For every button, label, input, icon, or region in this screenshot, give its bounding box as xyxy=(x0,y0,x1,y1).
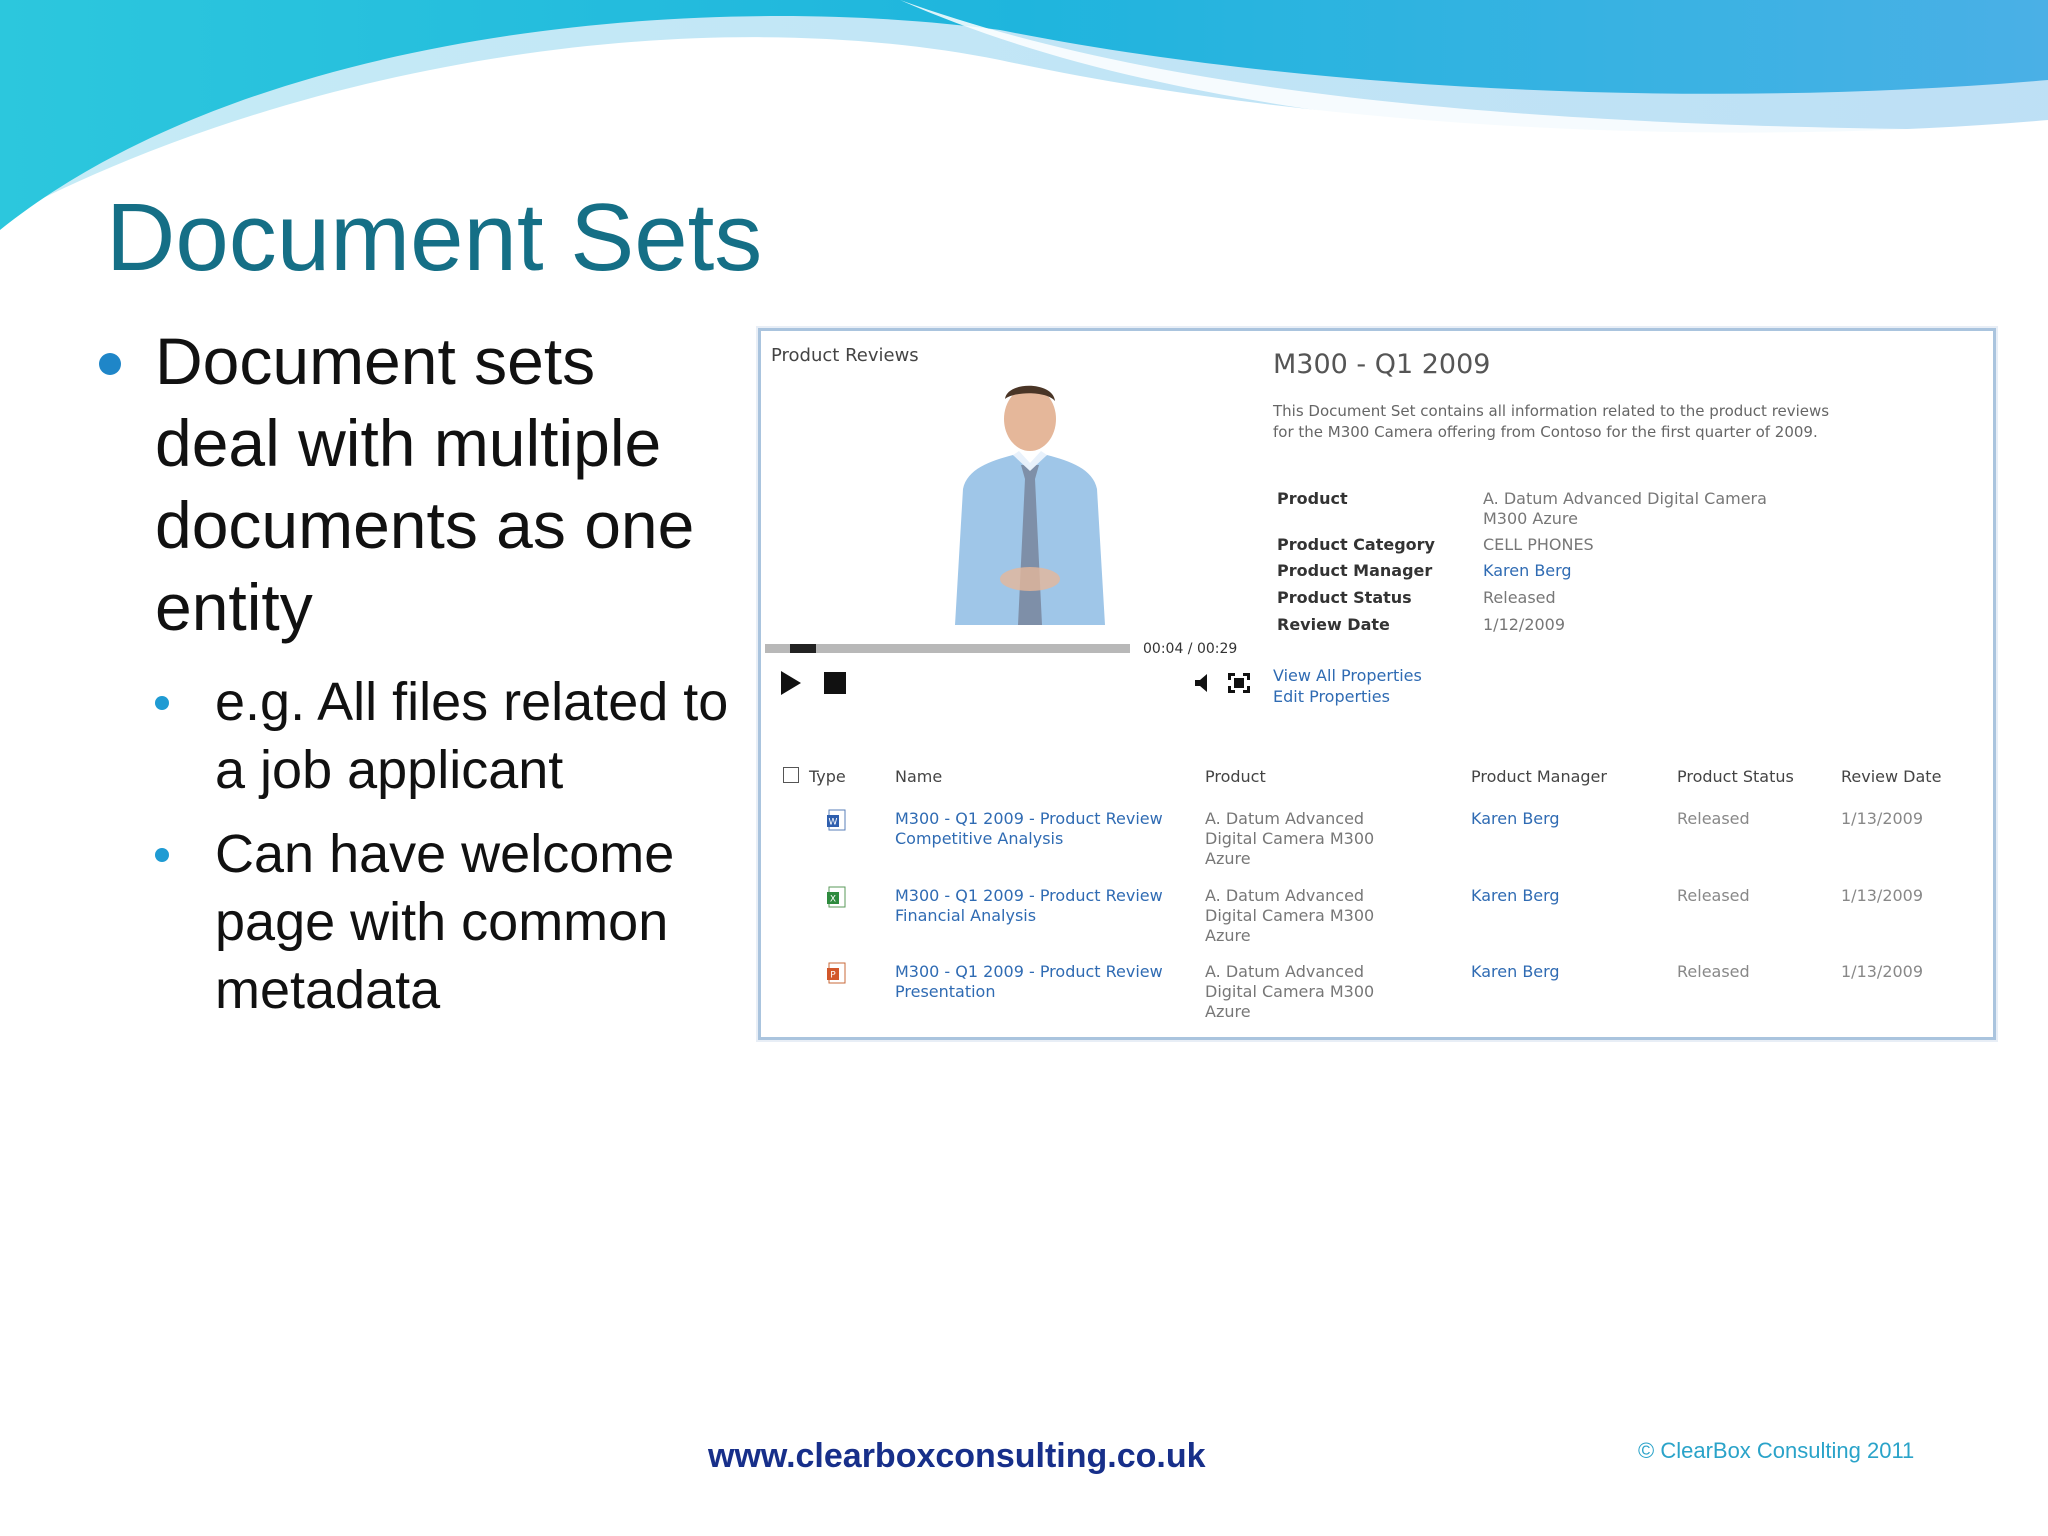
document-name-link[interactable]: M300 - Q1 2009 - Product Review Financial Analysis xyxy=(895,886,1163,925)
powerpoint-document-icon xyxy=(827,962,849,986)
property-label: Product Manager xyxy=(1277,561,1433,580)
document-product: A. Datum Advanced Digital Camera M300 Azure xyxy=(1205,962,1375,1021)
document-status: Released xyxy=(1677,809,1750,828)
sub-bullet-list xyxy=(155,668,735,1024)
document-review-date: 1/13/2009 xyxy=(1841,962,1924,981)
panel-title: Product Reviews xyxy=(771,345,919,366)
video-progress-fill xyxy=(790,644,816,653)
document-name-link[interactable]: M300 - Q1 2009 - Product Review Presentation xyxy=(895,962,1163,1001)
video-time: 00:04 / 00:29 xyxy=(1143,641,1238,657)
edit-properties-link[interactable]: Edit Properties xyxy=(1273,687,1390,706)
column-header-type[interactable]: Type xyxy=(809,767,846,786)
property-label: Product Category xyxy=(1277,535,1435,554)
svg-text:P: P xyxy=(830,970,836,981)
column-header-review-date[interactable]: Review Date xyxy=(1841,767,1942,786)
sub-bullet-item xyxy=(155,668,735,804)
document-product: A. Datum Advanced Digital Camera M300 Azure xyxy=(1205,886,1375,945)
document-product: A. Datum Advanced Digital Camera M300 Azure xyxy=(1205,809,1375,868)
sub-bullet-text: e.g. All files related to a job applicant xyxy=(215,672,729,800)
bullet-text: Document sets deal with multiple documents as one entity xyxy=(155,324,695,644)
document-set-description: This Document Set contains all information related to the product reviews for the M300 Camera offering from Contoso for the first quarter of 2009. xyxy=(1273,402,1830,441)
select-all-checkbox[interactable] xyxy=(783,767,799,783)
sub-bullet-dot-icon xyxy=(155,696,169,710)
view-all-properties-link[interactable]: View All Properties xyxy=(1273,666,1422,685)
property-value-link[interactable]: Karen Berg xyxy=(1483,561,1572,580)
bullet-list xyxy=(95,320,735,1040)
document-review-date: 1/13/2009 xyxy=(1841,886,1924,905)
document-set-screenshot xyxy=(758,328,1996,1040)
fullscreen-icon[interactable] xyxy=(1227,672,1251,694)
property-value: 1/12/2009 xyxy=(1483,615,1566,634)
video-progress-track[interactable] xyxy=(765,644,1130,653)
document-set-heading: M300 - Q1 2009 xyxy=(1273,349,1491,380)
column-header-product-manager[interactable]: Product Manager xyxy=(1471,767,1607,786)
excel-document-icon xyxy=(827,886,849,910)
document-manager-link[interactable]: Karen Berg xyxy=(1471,809,1560,828)
svg-text:X: X xyxy=(829,894,837,905)
document-manager-link[interactable]: Karen Berg xyxy=(1471,962,1560,981)
word-document-icon xyxy=(827,809,849,833)
property-value: CELL PHONES xyxy=(1483,535,1594,554)
property-value: A. Datum Advanced Digital Camera M300 Azure xyxy=(1483,489,1767,528)
video-player[interactable] xyxy=(765,379,1145,625)
column-header-product-status[interactable]: Product Status xyxy=(1677,767,1794,786)
presenter-video-frame xyxy=(935,379,1125,625)
table-row[interactable] xyxy=(781,962,1981,1036)
document-name-link[interactable]: M300 - Q1 2009 - Product Review Competitive Analysis xyxy=(895,809,1163,848)
document-manager-link[interactable]: Karen Berg xyxy=(1471,886,1560,905)
play-icon[interactable] xyxy=(781,671,801,695)
property-links xyxy=(1273,665,1422,707)
property-label: Review Date xyxy=(1277,615,1390,634)
bullet-item xyxy=(95,320,735,648)
sub-bullet-item xyxy=(155,820,735,1024)
table-row[interactable] xyxy=(781,809,1981,883)
document-status: Released xyxy=(1677,886,1750,905)
volume-icon[interactable] xyxy=(1191,672,1213,694)
property-label: Product xyxy=(1277,489,1348,508)
svg-text:W: W xyxy=(828,817,838,828)
sub-bullet-dot-icon xyxy=(155,848,169,862)
table-row[interactable] xyxy=(781,886,1981,960)
sub-bullet-text: Can have welcome page with common metadata xyxy=(215,824,675,1020)
document-status: Released xyxy=(1677,962,1750,981)
footer-website-link[interactable]: www.clearboxconsulting.co.uk xyxy=(708,1437,1206,1475)
property-value: Released xyxy=(1483,588,1556,607)
stop-icon[interactable] xyxy=(824,672,846,694)
column-header-product[interactable]: Product xyxy=(1205,767,1266,786)
document-review-date: 1/13/2009 xyxy=(1841,809,1924,828)
slide-title: Document Sets xyxy=(106,184,763,291)
bullet-dot-icon xyxy=(99,353,121,375)
footer-copyright: © ClearBox Consulting 2011 xyxy=(1638,1438,1915,1463)
property-label: Product Status xyxy=(1277,588,1412,607)
column-header-name[interactable]: Name xyxy=(895,767,943,786)
